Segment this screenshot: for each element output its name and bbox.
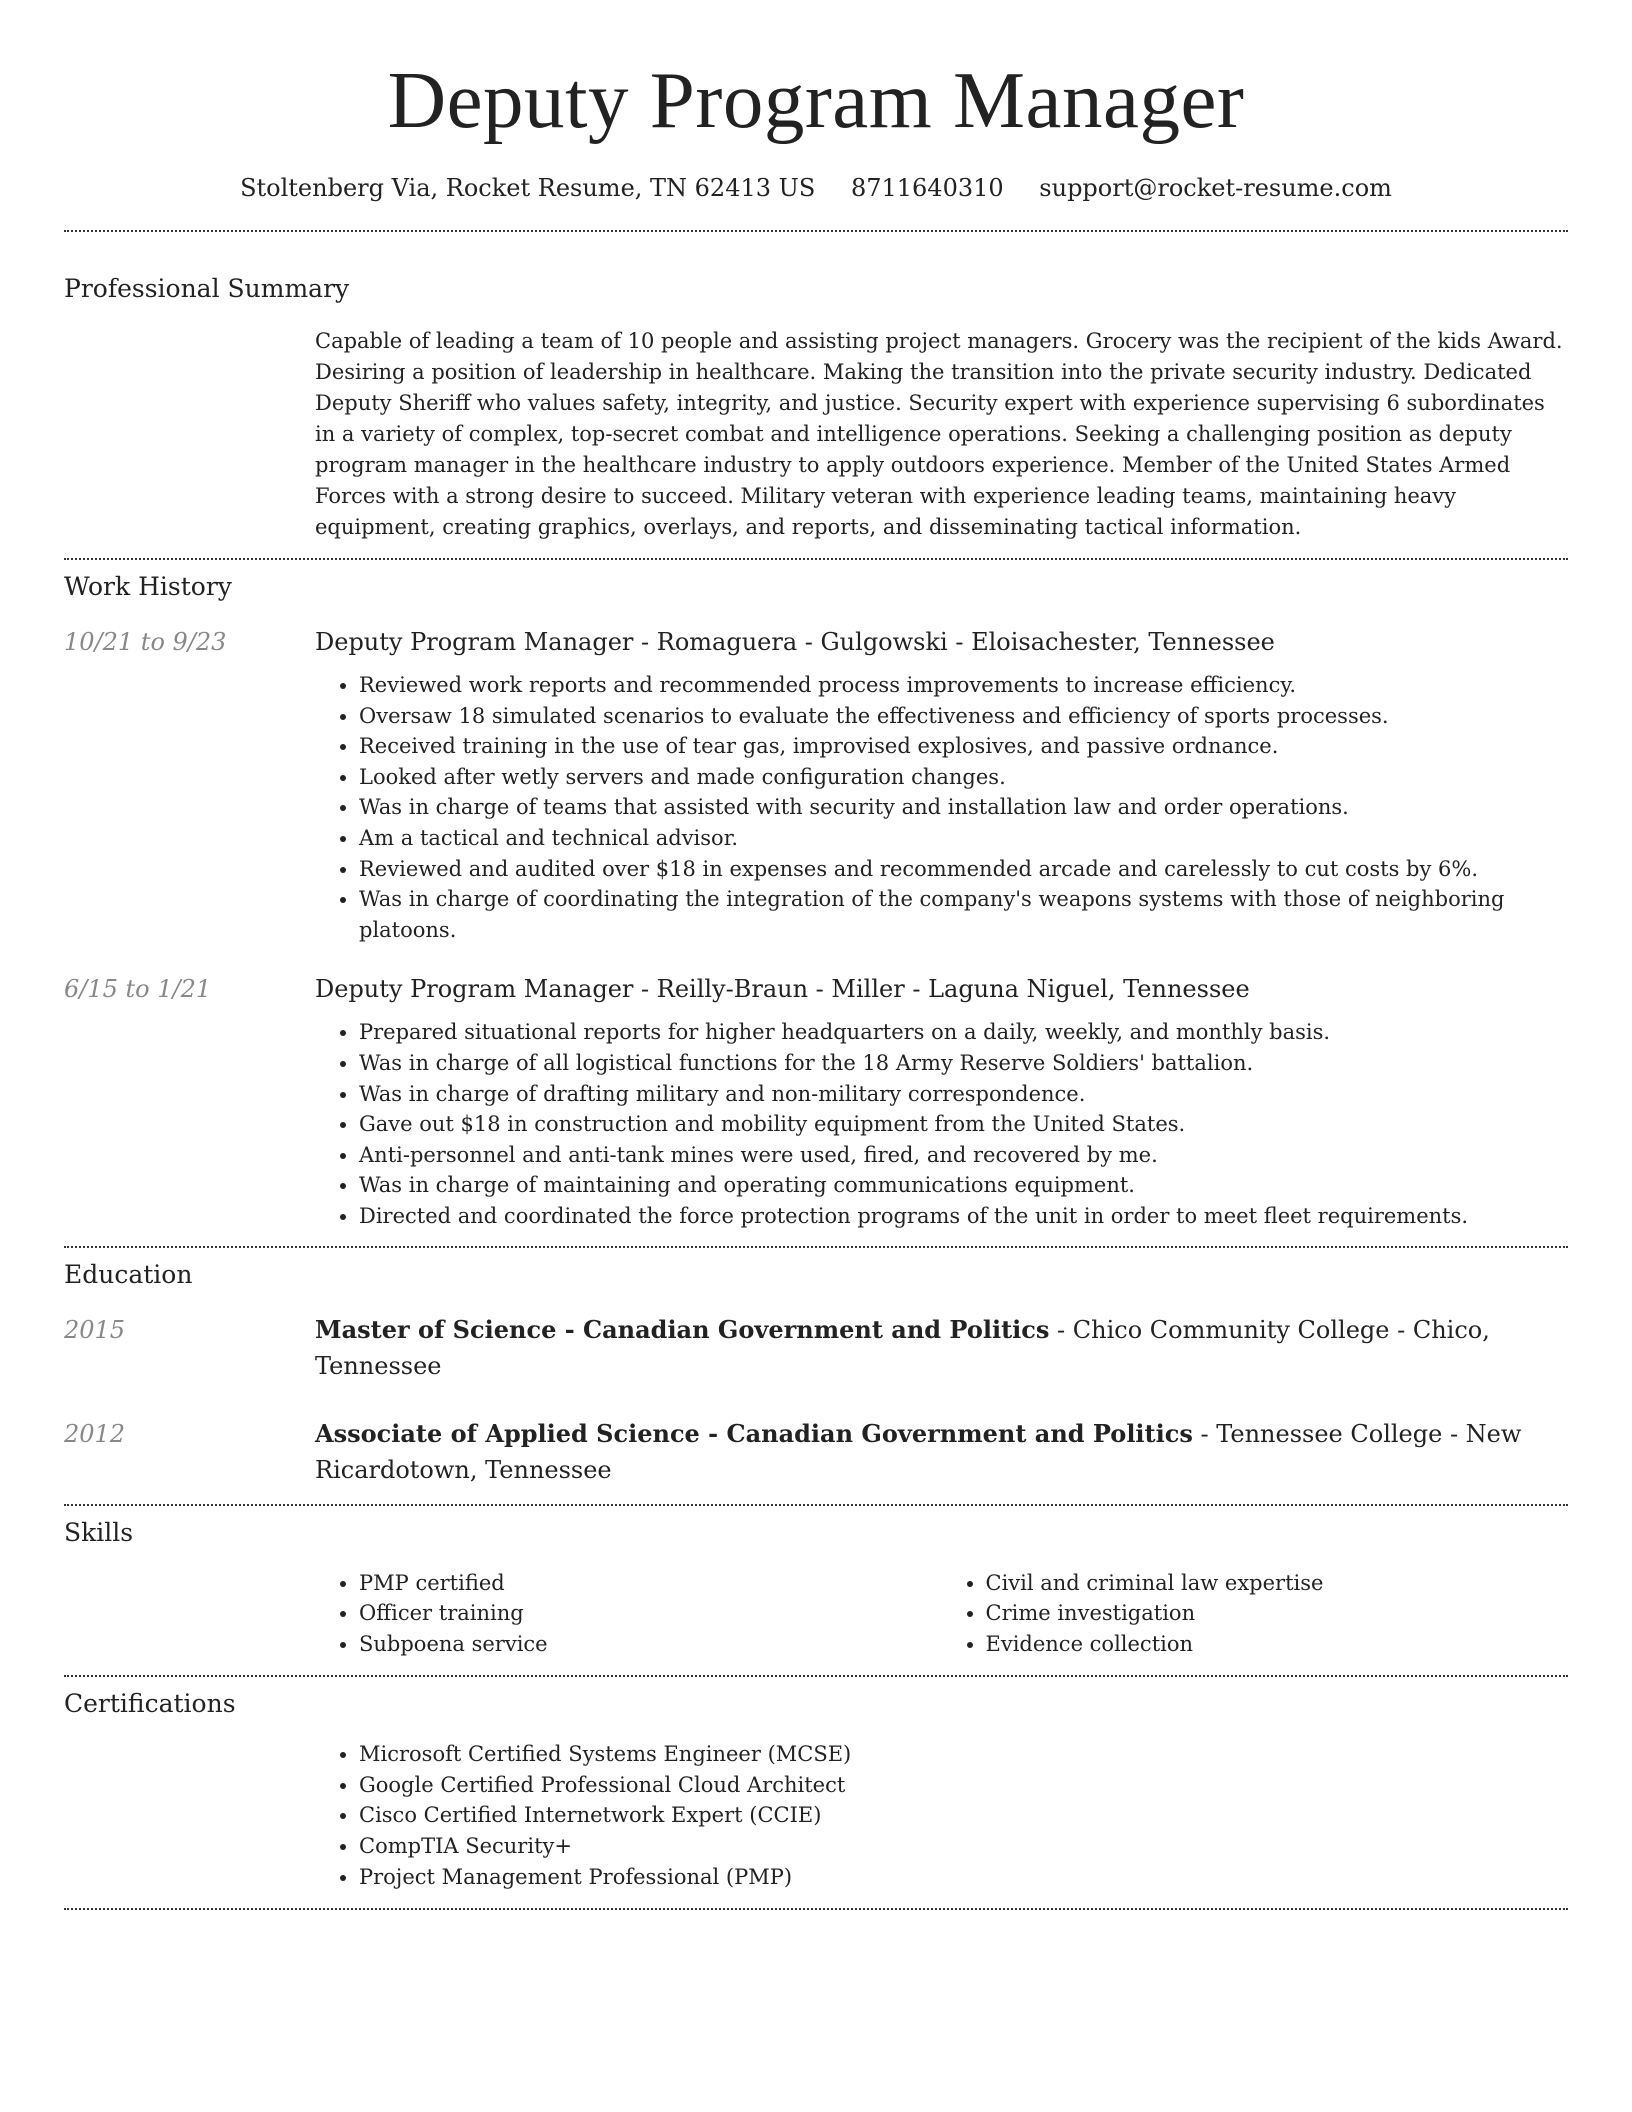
skills-list — [315, 1568, 1568, 1660]
certification-item: • CompTIA Security+ — [359, 1831, 1568, 1862]
education-school: - Tennessee College - New Ricardotown, Tennessee — [315, 1419, 1522, 1484]
skill-item: • Civil and criminal law expertise — [986, 1568, 1569, 1599]
certification-item: • Cisco Certified Internetwork Expert (CCIE) — [359, 1800, 1568, 1831]
education-school: - Chico Community College - Chico, Tennessee — [315, 1315, 1490, 1380]
job-bullet: • Was in charge of all logistical functions for the 18 Army Reserve Soldiers' battalion. — [359, 1048, 1568, 1079]
education-degree: Master of Science - Canadian Government and Politics — [315, 1314, 1050, 1344]
education-entry — [64, 1416, 1568, 1488]
job-bullet: • Am a tactical and technical advisor. — [359, 823, 1568, 854]
summary-text: Capable of leading a team of 10 people and assisting project managers. Grocery was the recipient of the kids Award. Desiring a position of leadership in healthcare. Making the transition into the private security industry. Dedicated Deputy Sheriff who values safety, integrity, and justice. Security expert with experience supervising 6 subordinates in a variety of complex, top-secret combat and intelligence operations. Seeking a challenging position as deputy program manager in the healthcare industry to apply outdoors experience. Member of the United States Armed Forces with a strong desire to succeed. Military veteran with experience leading teams, maintaining heavy equipment, creating graphics, overlays, and reports, and disseminating tactical information. — [315, 329, 1563, 539]
divider — [64, 1908, 1568, 1910]
contact-line — [0, 172, 1632, 204]
resume-header — [0, 0, 1632, 204]
skills-column-left — [315, 1568, 942, 1660]
job-bullet: • Reviewed and audited over $18 in expenses and recommended arcade and carelessly to cut costs by 6%. — [359, 854, 1568, 885]
job-bullet: • Anti-personnel and anti-tank mines were used, fired, and recovered by me. — [359, 1140, 1568, 1171]
certification-item: • Google Certified Professional Cloud Architect — [359, 1770, 1568, 1801]
job-bullet: • Oversaw 18 simulated scenarios to evaluate the effectiveness and efficiency of sports processes. — [359, 701, 1568, 732]
job-bullet: • Looked after wetly servers and made configuration changes. — [359, 762, 1568, 793]
section-title-work: Work History — [64, 572, 232, 601]
education-year: 2012 — [64, 1419, 126, 1448]
section-title-summary: Professional Summary — [64, 274, 350, 303]
job-heading: Deputy Program Manager - Romaguera - Gulgowski - Eloisachester, Tennessee — [315, 628, 1275, 656]
job-bullet: • Reviewed work reports and recommended process improvements to increase efficiency. — [359, 670, 1568, 701]
job-heading: Deputy Program Manager - Reilly-Braun - Miller - Laguna Niguel, Tennessee — [315, 975, 1250, 1004]
education-year: 2015 — [64, 1315, 126, 1344]
contact-email: support@rocket-resume.com — [1039, 174, 1392, 202]
job-dates: 6/15 to 1/21 — [64, 975, 212, 1004]
skills-column-right — [942, 1568, 1569, 1660]
job-bullets — [315, 1017, 1568, 1231]
education-heading — [315, 1416, 1568, 1488]
skill-item: • PMP certified — [359, 1568, 942, 1599]
skill-item: • Officer training — [359, 1598, 942, 1629]
certification-item: • Project Management Professional (PMP) — [359, 1862, 1568, 1893]
job-bullet: • Was in charge of maintaining and operating communications equipment. — [359, 1170, 1568, 1201]
skill-item: • Subpoena service — [359, 1629, 942, 1660]
contact-address: Stoltenberg Via, Rocket Resume, TN 62413 US — [240, 174, 816, 202]
job-dates: 10/21 to 9/23 — [64, 628, 227, 656]
job-bullet: • Prepared situational reports for higher headquarters on a daily, weekly, and monthly basis. — [359, 1017, 1568, 1048]
skill-item: • Evidence collection — [986, 1629, 1569, 1660]
job-bullet: • Directed and coordinated the force protection programs of the unit in order to meet fleet requirements. — [359, 1201, 1568, 1232]
job-entry — [64, 624, 1568, 660]
section-title-education: Education — [64, 1259, 193, 1289]
divider — [64, 230, 1568, 232]
divider — [64, 1675, 1568, 1677]
candidate-name: Deputy Program Manager — [387, 55, 1245, 145]
section-title-certifications: Certifications — [64, 1689, 236, 1719]
job-bullet: • Was in charge of coordinating the integration of the company's weapons systems with those of neighboring platoons. — [359, 884, 1568, 945]
divider — [64, 1504, 1568, 1506]
section-title-skills: Skills — [64, 1517, 134, 1547]
certification-item: • Microsoft Certified Systems Engineer (MCSE) — [359, 1739, 1568, 1770]
skill-item: • Crime investigation — [986, 1598, 1569, 1629]
job-bullet: • Was in charge of drafting military and non-military correspondence. — [359, 1079, 1568, 1110]
education-degree: Associate of Applied Science - Canadian Government and Politics — [315, 1418, 1193, 1448]
job-bullets — [315, 670, 1568, 945]
contact-phone: 8711640310 — [850, 174, 1004, 202]
job-bullet: • Was in charge of teams that assisted with security and installation law and order operations. — [359, 792, 1568, 823]
certifications-list — [315, 1739, 1568, 1892]
education-heading — [315, 1312, 1568, 1384]
education-entry — [64, 1312, 1568, 1384]
job-bullet: • Received training in the use of tear gas, improvised explosives, and passive ordnance. — [359, 731, 1568, 762]
job-bullet: • Gave out $18 in construction and mobility equipment from the United States. — [359, 1109, 1568, 1140]
divider — [64, 1246, 1568, 1248]
divider — [64, 558, 1568, 560]
job-entry — [64, 971, 1568, 1007]
